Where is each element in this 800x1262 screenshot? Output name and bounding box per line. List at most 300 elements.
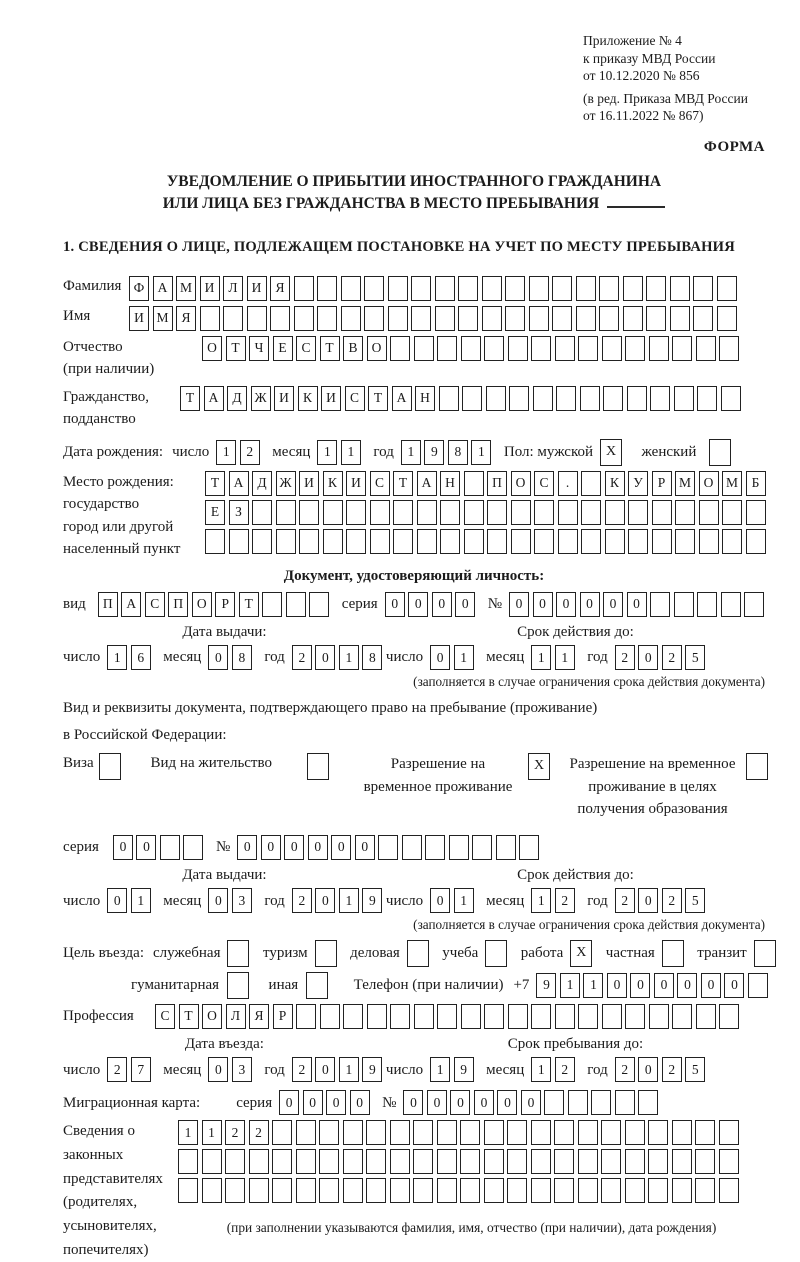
char-cell[interactable] xyxy=(554,1178,574,1203)
char-cell[interactable] xyxy=(670,276,690,301)
char-cell[interactable] xyxy=(601,1149,621,1174)
char-cell[interactable] xyxy=(581,529,601,554)
char-cell[interactable]: Т xyxy=(393,471,413,496)
char-cell[interactable] xyxy=(370,500,390,525)
char-cell[interactable] xyxy=(458,306,478,331)
char-cell[interactable] xyxy=(601,1120,621,1145)
char-cell[interactable] xyxy=(390,1004,410,1029)
char-cell[interactable]: И xyxy=(321,386,341,411)
char-cell[interactable] xyxy=(625,1120,645,1145)
char-cell[interactable]: З xyxy=(229,500,249,525)
char-cell[interactable] xyxy=(672,1178,692,1203)
char-cell[interactable]: 1 xyxy=(583,973,603,998)
char-cell[interactable] xyxy=(721,592,741,617)
char-cell[interactable]: Ж xyxy=(276,471,296,496)
char-cell[interactable] xyxy=(319,1178,339,1203)
char-cell[interactable]: Л xyxy=(223,276,243,301)
char-cell[interactable] xyxy=(554,1149,574,1174)
char-cell[interactable] xyxy=(458,276,478,301)
char-cell[interactable] xyxy=(529,276,549,301)
char-cell[interactable]: 0 xyxy=(607,973,627,998)
char-cell[interactable] xyxy=(602,336,622,361)
char-cell[interactable]: 0 xyxy=(261,835,281,860)
char-cell[interactable] xyxy=(307,753,329,780)
char-cell[interactable]: Ч xyxy=(249,336,269,361)
char-cell[interactable] xyxy=(272,1120,292,1145)
char-cell[interactable]: 0 xyxy=(284,835,304,860)
char-cell[interactable] xyxy=(411,306,431,331)
char-cell[interactable]: 1 xyxy=(430,1057,450,1082)
char-cell[interactable] xyxy=(296,1004,316,1029)
char-cell[interactable] xyxy=(746,500,766,525)
char-cell[interactable] xyxy=(390,1149,410,1174)
char-cell[interactable]: И xyxy=(200,276,220,301)
char-cell[interactable] xyxy=(413,1178,433,1203)
char-cell[interactable] xyxy=(462,386,482,411)
char-cell[interactable] xyxy=(696,1004,716,1029)
char-cell[interactable] xyxy=(721,386,741,411)
char-cell[interactable]: 1 xyxy=(555,645,575,670)
char-cell[interactable] xyxy=(507,1149,527,1174)
char-cell[interactable] xyxy=(460,1120,480,1145)
char-cell[interactable]: Д xyxy=(252,471,272,496)
char-cell[interactable] xyxy=(638,1090,658,1115)
char-cell[interactable]: Т xyxy=(226,336,246,361)
char-cell[interactable]: А xyxy=(153,276,173,301)
char-cell[interactable]: Б xyxy=(746,471,766,496)
char-cell[interactable] xyxy=(648,1149,668,1174)
char-cell[interactable]: С xyxy=(155,1004,175,1029)
char-cell[interactable] xyxy=(341,276,361,301)
char-cell[interactable]: 6 xyxy=(131,645,151,670)
char-cell[interactable]: 0 xyxy=(450,1090,470,1115)
char-cell[interactable] xyxy=(413,1120,433,1145)
char-cell[interactable] xyxy=(276,500,296,525)
char-cell[interactable]: 2 xyxy=(662,645,682,670)
char-cell[interactable] xyxy=(697,386,717,411)
char-cell[interactable] xyxy=(440,529,460,554)
char-cell[interactable]: О xyxy=(511,471,531,496)
char-cell[interactable] xyxy=(229,529,249,554)
char-cell[interactable] xyxy=(603,386,623,411)
char-cell[interactable]: 1 xyxy=(531,645,551,670)
blank-underline[interactable] xyxy=(607,194,665,208)
char-cell[interactable] xyxy=(693,306,713,331)
char-cell[interactable] xyxy=(487,500,507,525)
char-cell[interactable]: 2 xyxy=(292,645,312,670)
char-cell[interactable] xyxy=(511,500,531,525)
char-cell[interactable] xyxy=(529,306,549,331)
char-cell[interactable] xyxy=(646,306,666,331)
char-cell[interactable] xyxy=(648,1178,668,1203)
char-cell[interactable]: 8 xyxy=(362,645,382,670)
char-cell[interactable]: 3 xyxy=(232,888,252,913)
char-cell[interactable] xyxy=(531,1149,551,1174)
char-cell[interactable] xyxy=(390,1178,410,1203)
char-cell[interactable] xyxy=(511,529,531,554)
char-cell[interactable]: 8 xyxy=(448,440,468,465)
char-cell[interactable]: А xyxy=(121,592,141,617)
char-cell[interactable] xyxy=(672,1004,692,1029)
char-cell[interactable] xyxy=(534,529,554,554)
char-cell[interactable] xyxy=(202,1149,222,1174)
char-cell[interactable] xyxy=(262,592,282,617)
char-cell[interactable]: 1 xyxy=(216,440,236,465)
char-cell[interactable] xyxy=(576,306,596,331)
char-cell[interactable] xyxy=(366,1178,386,1203)
char-cell[interactable] xyxy=(484,1149,504,1174)
char-cell[interactable] xyxy=(252,529,272,554)
char-cell[interactable] xyxy=(519,835,539,860)
char-cell[interactable] xyxy=(662,940,684,967)
char-cell[interactable] xyxy=(202,1178,222,1203)
char-cell[interactable] xyxy=(555,1004,575,1029)
char-cell[interactable]: 2 xyxy=(662,888,682,913)
char-cell[interactable]: 2 xyxy=(662,1057,682,1082)
char-cell[interactable]: Т xyxy=(180,386,200,411)
char-cell[interactable]: 0 xyxy=(315,888,335,913)
char-cell[interactable] xyxy=(437,1120,457,1145)
char-cell[interactable] xyxy=(693,276,713,301)
char-cell[interactable] xyxy=(531,336,551,361)
char-cell[interactable]: Т xyxy=(239,592,259,617)
char-cell[interactable]: 0 xyxy=(430,645,450,670)
char-cell[interactable] xyxy=(581,471,601,496)
char-cell[interactable]: Т xyxy=(179,1004,199,1029)
char-cell[interactable] xyxy=(625,1149,645,1174)
char-cell[interactable]: 1 xyxy=(178,1120,198,1145)
char-cell[interactable]: 0 xyxy=(638,1057,658,1082)
char-cell[interactable]: 2 xyxy=(240,440,260,465)
char-cell[interactable] xyxy=(225,1178,245,1203)
char-cell[interactable]: X xyxy=(600,439,622,466)
char-cell[interactable] xyxy=(628,500,648,525)
char-cell[interactable]: 0 xyxy=(308,835,328,860)
char-cell[interactable] xyxy=(628,529,648,554)
char-cell[interactable]: У xyxy=(628,471,648,496)
char-cell[interactable] xyxy=(249,1178,269,1203)
char-cell[interactable] xyxy=(437,1004,457,1029)
char-cell[interactable] xyxy=(417,529,437,554)
char-cell[interactable]: А xyxy=(229,471,249,496)
char-cell[interactable]: Д xyxy=(227,386,247,411)
char-cell[interactable]: 0 xyxy=(724,973,744,998)
char-cell[interactable] xyxy=(306,972,328,999)
char-cell[interactable]: 2 xyxy=(292,1057,312,1082)
char-cell[interactable] xyxy=(531,1120,551,1145)
char-cell[interactable]: 1 xyxy=(107,645,127,670)
char-cell[interactable]: П xyxy=(168,592,188,617)
char-cell[interactable] xyxy=(461,336,481,361)
char-cell[interactable] xyxy=(505,276,525,301)
char-cell[interactable] xyxy=(309,592,329,617)
char-cell[interactable] xyxy=(388,276,408,301)
char-cell[interactable] xyxy=(366,1120,386,1145)
char-cell[interactable]: И xyxy=(346,471,366,496)
char-cell[interactable] xyxy=(556,386,576,411)
char-cell[interactable] xyxy=(270,306,290,331)
char-cell[interactable] xyxy=(674,592,694,617)
char-cell[interactable]: 0 xyxy=(603,592,623,617)
char-cell[interactable]: 8 xyxy=(232,645,252,670)
char-cell[interactable]: 0 xyxy=(677,973,697,998)
char-cell[interactable]: В xyxy=(343,336,363,361)
char-cell[interactable]: 2 xyxy=(615,645,635,670)
char-cell[interactable] xyxy=(578,336,598,361)
char-cell[interactable] xyxy=(178,1149,198,1174)
char-cell[interactable] xyxy=(699,529,719,554)
char-cell[interactable] xyxy=(746,753,768,780)
char-cell[interactable] xyxy=(417,500,437,525)
char-cell[interactable]: О xyxy=(202,1004,222,1029)
char-cell[interactable] xyxy=(554,1120,574,1145)
char-cell[interactable]: 0 xyxy=(136,835,156,860)
char-cell[interactable] xyxy=(717,306,737,331)
char-cell[interactable] xyxy=(343,1004,363,1029)
char-cell[interactable] xyxy=(719,1178,739,1203)
char-cell[interactable] xyxy=(695,1149,715,1174)
char-cell[interactable] xyxy=(487,529,507,554)
char-cell[interactable] xyxy=(672,1120,692,1145)
char-cell[interactable] xyxy=(719,1120,739,1145)
char-cell[interactable]: 0 xyxy=(533,592,553,617)
char-cell[interactable] xyxy=(296,1178,316,1203)
char-cell[interactable]: А xyxy=(204,386,224,411)
char-cell[interactable]: 1 xyxy=(202,1120,222,1145)
char-cell[interactable]: И xyxy=(129,306,149,331)
char-cell[interactable] xyxy=(160,835,180,860)
char-cell[interactable] xyxy=(578,1120,598,1145)
char-cell[interactable]: 1 xyxy=(131,888,151,913)
char-cell[interactable]: 0 xyxy=(279,1090,299,1115)
char-cell[interactable] xyxy=(317,306,337,331)
char-cell[interactable]: А xyxy=(417,471,437,496)
char-cell[interactable]: 0 xyxy=(326,1090,346,1115)
char-cell[interactable] xyxy=(695,1178,715,1203)
char-cell[interactable]: С xyxy=(370,471,390,496)
char-cell[interactable] xyxy=(485,940,507,967)
char-cell[interactable] xyxy=(719,336,739,361)
char-cell[interactable]: Я xyxy=(249,1004,269,1029)
char-cell[interactable] xyxy=(533,386,553,411)
char-cell[interactable]: 1 xyxy=(339,645,359,670)
char-cell[interactable]: А xyxy=(392,386,412,411)
char-cell[interactable] xyxy=(294,306,314,331)
char-cell[interactable] xyxy=(449,835,469,860)
char-cell[interactable] xyxy=(722,529,742,554)
char-cell[interactable]: X xyxy=(528,753,550,780)
char-cell[interactable] xyxy=(464,471,484,496)
char-cell[interactable] xyxy=(578,1004,598,1029)
char-cell[interactable] xyxy=(299,529,319,554)
char-cell[interactable]: Р xyxy=(652,471,672,496)
char-cell[interactable] xyxy=(413,1149,433,1174)
char-cell[interactable]: С xyxy=(296,336,316,361)
char-cell[interactable] xyxy=(272,1149,292,1174)
char-cell[interactable] xyxy=(625,1004,645,1029)
char-cell[interactable]: 1 xyxy=(471,440,491,465)
char-cell[interactable] xyxy=(675,500,695,525)
char-cell[interactable] xyxy=(272,1178,292,1203)
char-cell[interactable] xyxy=(507,1120,527,1145)
char-cell[interactable]: 0 xyxy=(107,888,127,913)
char-cell[interactable] xyxy=(482,306,502,331)
char-cell[interactable] xyxy=(319,1120,339,1145)
char-cell[interactable] xyxy=(509,386,529,411)
char-cell[interactable] xyxy=(615,1090,635,1115)
char-cell[interactable]: С xyxy=(345,386,365,411)
char-cell[interactable] xyxy=(402,835,422,860)
char-cell[interactable] xyxy=(581,500,601,525)
char-cell[interactable]: 0 xyxy=(350,1090,370,1115)
char-cell[interactable]: 0 xyxy=(432,592,452,617)
char-cell[interactable]: М xyxy=(675,471,695,496)
char-cell[interactable] xyxy=(367,1004,387,1029)
char-cell[interactable]: Р xyxy=(215,592,235,617)
char-cell[interactable]: И xyxy=(274,386,294,411)
char-cell[interactable]: 1 xyxy=(454,645,474,670)
char-cell[interactable]: Т xyxy=(205,471,225,496)
char-cell[interactable] xyxy=(343,1120,363,1145)
char-cell[interactable] xyxy=(505,306,525,331)
char-cell[interactable] xyxy=(205,529,225,554)
char-cell[interactable] xyxy=(544,1090,564,1115)
char-cell[interactable]: 0 xyxy=(630,973,650,998)
char-cell[interactable] xyxy=(464,500,484,525)
char-cell[interactable]: С xyxy=(145,592,165,617)
char-cell[interactable]: Л xyxy=(226,1004,246,1029)
char-cell[interactable]: 2 xyxy=(615,1057,635,1082)
char-cell[interactable] xyxy=(648,1120,668,1145)
char-cell[interactable]: Т xyxy=(368,386,388,411)
char-cell[interactable] xyxy=(435,276,455,301)
char-cell[interactable]: 1 xyxy=(317,440,337,465)
char-cell[interactable] xyxy=(484,1004,504,1029)
char-cell[interactable] xyxy=(341,306,361,331)
char-cell[interactable] xyxy=(286,592,306,617)
char-cell[interactable]: К xyxy=(298,386,318,411)
char-cell[interactable]: П xyxy=(487,471,507,496)
char-cell[interactable] xyxy=(200,306,220,331)
char-cell[interactable] xyxy=(484,336,504,361)
char-cell[interactable] xyxy=(252,500,272,525)
char-cell[interactable]: М xyxy=(176,276,196,301)
char-cell[interactable]: 1 xyxy=(560,973,580,998)
char-cell[interactable] xyxy=(552,306,572,331)
char-cell[interactable]: К xyxy=(605,471,625,496)
char-cell[interactable]: 5 xyxy=(685,1057,705,1082)
char-cell[interactable]: 0 xyxy=(521,1090,541,1115)
char-cell[interactable]: 0 xyxy=(315,645,335,670)
char-cell[interactable]: Р xyxy=(273,1004,293,1029)
char-cell[interactable]: 0 xyxy=(474,1090,494,1115)
char-cell[interactable]: 2 xyxy=(225,1120,245,1145)
char-cell[interactable] xyxy=(578,1178,598,1203)
char-cell[interactable]: И xyxy=(299,471,319,496)
char-cell[interactable]: О xyxy=(192,592,212,617)
char-cell[interactable]: 1 xyxy=(401,440,421,465)
char-cell[interactable] xyxy=(580,386,600,411)
char-cell[interactable] xyxy=(276,529,296,554)
char-cell[interactable] xyxy=(364,276,384,301)
char-cell[interactable]: 0 xyxy=(208,645,228,670)
char-cell[interactable]: 2 xyxy=(107,1057,127,1082)
char-cell[interactable] xyxy=(393,529,413,554)
char-cell[interactable]: 9 xyxy=(424,440,444,465)
char-cell[interactable]: 9 xyxy=(362,1057,382,1082)
char-cell[interactable]: Е xyxy=(273,336,293,361)
char-cell[interactable] xyxy=(178,1178,198,1203)
char-cell[interactable]: 0 xyxy=(654,973,674,998)
char-cell[interactable]: 0 xyxy=(237,835,257,860)
char-cell[interactable] xyxy=(346,500,366,525)
char-cell[interactable] xyxy=(183,835,203,860)
char-cell[interactable] xyxy=(317,276,337,301)
char-cell[interactable] xyxy=(323,529,343,554)
char-cell[interactable]: Я xyxy=(270,276,290,301)
char-cell[interactable] xyxy=(460,1178,480,1203)
char-cell[interactable] xyxy=(646,276,666,301)
char-cell[interactable] xyxy=(407,940,429,967)
char-cell[interactable] xyxy=(744,592,764,617)
char-cell[interactable]: 5 xyxy=(685,645,705,670)
char-cell[interactable] xyxy=(460,1149,480,1174)
char-cell[interactable]: 0 xyxy=(427,1090,447,1115)
char-cell[interactable] xyxy=(709,439,731,466)
char-cell[interactable] xyxy=(393,500,413,525)
char-cell[interactable] xyxy=(599,276,619,301)
char-cell[interactable]: 0 xyxy=(509,592,529,617)
char-cell[interactable] xyxy=(746,529,766,554)
char-cell[interactable]: 0 xyxy=(580,592,600,617)
char-cell[interactable]: 0 xyxy=(331,835,351,860)
char-cell[interactable] xyxy=(602,1004,622,1029)
char-cell[interactable] xyxy=(696,336,716,361)
char-cell[interactable] xyxy=(623,276,643,301)
char-cell[interactable] xyxy=(605,529,625,554)
char-cell[interactable]: 0 xyxy=(208,888,228,913)
char-cell[interactable] xyxy=(440,500,460,525)
char-cell[interactable] xyxy=(531,1004,551,1029)
char-cell[interactable]: 5 xyxy=(685,888,705,913)
char-cell[interactable] xyxy=(605,500,625,525)
char-cell[interactable] xyxy=(534,500,554,525)
char-cell[interactable] xyxy=(378,835,398,860)
char-cell[interactable] xyxy=(320,1004,340,1029)
char-cell[interactable] xyxy=(299,500,319,525)
char-cell[interactable] xyxy=(390,1120,410,1145)
char-cell[interactable]: . xyxy=(558,471,578,496)
char-cell[interactable] xyxy=(719,1004,739,1029)
char-cell[interactable] xyxy=(99,753,121,780)
char-cell[interactable] xyxy=(652,500,672,525)
char-cell[interactable] xyxy=(437,1149,457,1174)
char-cell[interactable] xyxy=(652,529,672,554)
char-cell[interactable]: К xyxy=(323,471,343,496)
char-cell[interactable]: 0 xyxy=(638,645,658,670)
char-cell[interactable]: 0 xyxy=(455,592,475,617)
char-cell[interactable]: 1 xyxy=(531,888,551,913)
char-cell[interactable] xyxy=(225,1149,245,1174)
char-cell[interactable] xyxy=(249,1149,269,1174)
char-cell[interactable] xyxy=(508,1004,528,1029)
char-cell[interactable] xyxy=(294,276,314,301)
char-cell[interactable] xyxy=(364,306,384,331)
char-cell[interactable] xyxy=(670,306,690,331)
char-cell[interactable] xyxy=(672,1149,692,1174)
char-cell[interactable] xyxy=(650,386,670,411)
char-cell[interactable] xyxy=(437,336,457,361)
